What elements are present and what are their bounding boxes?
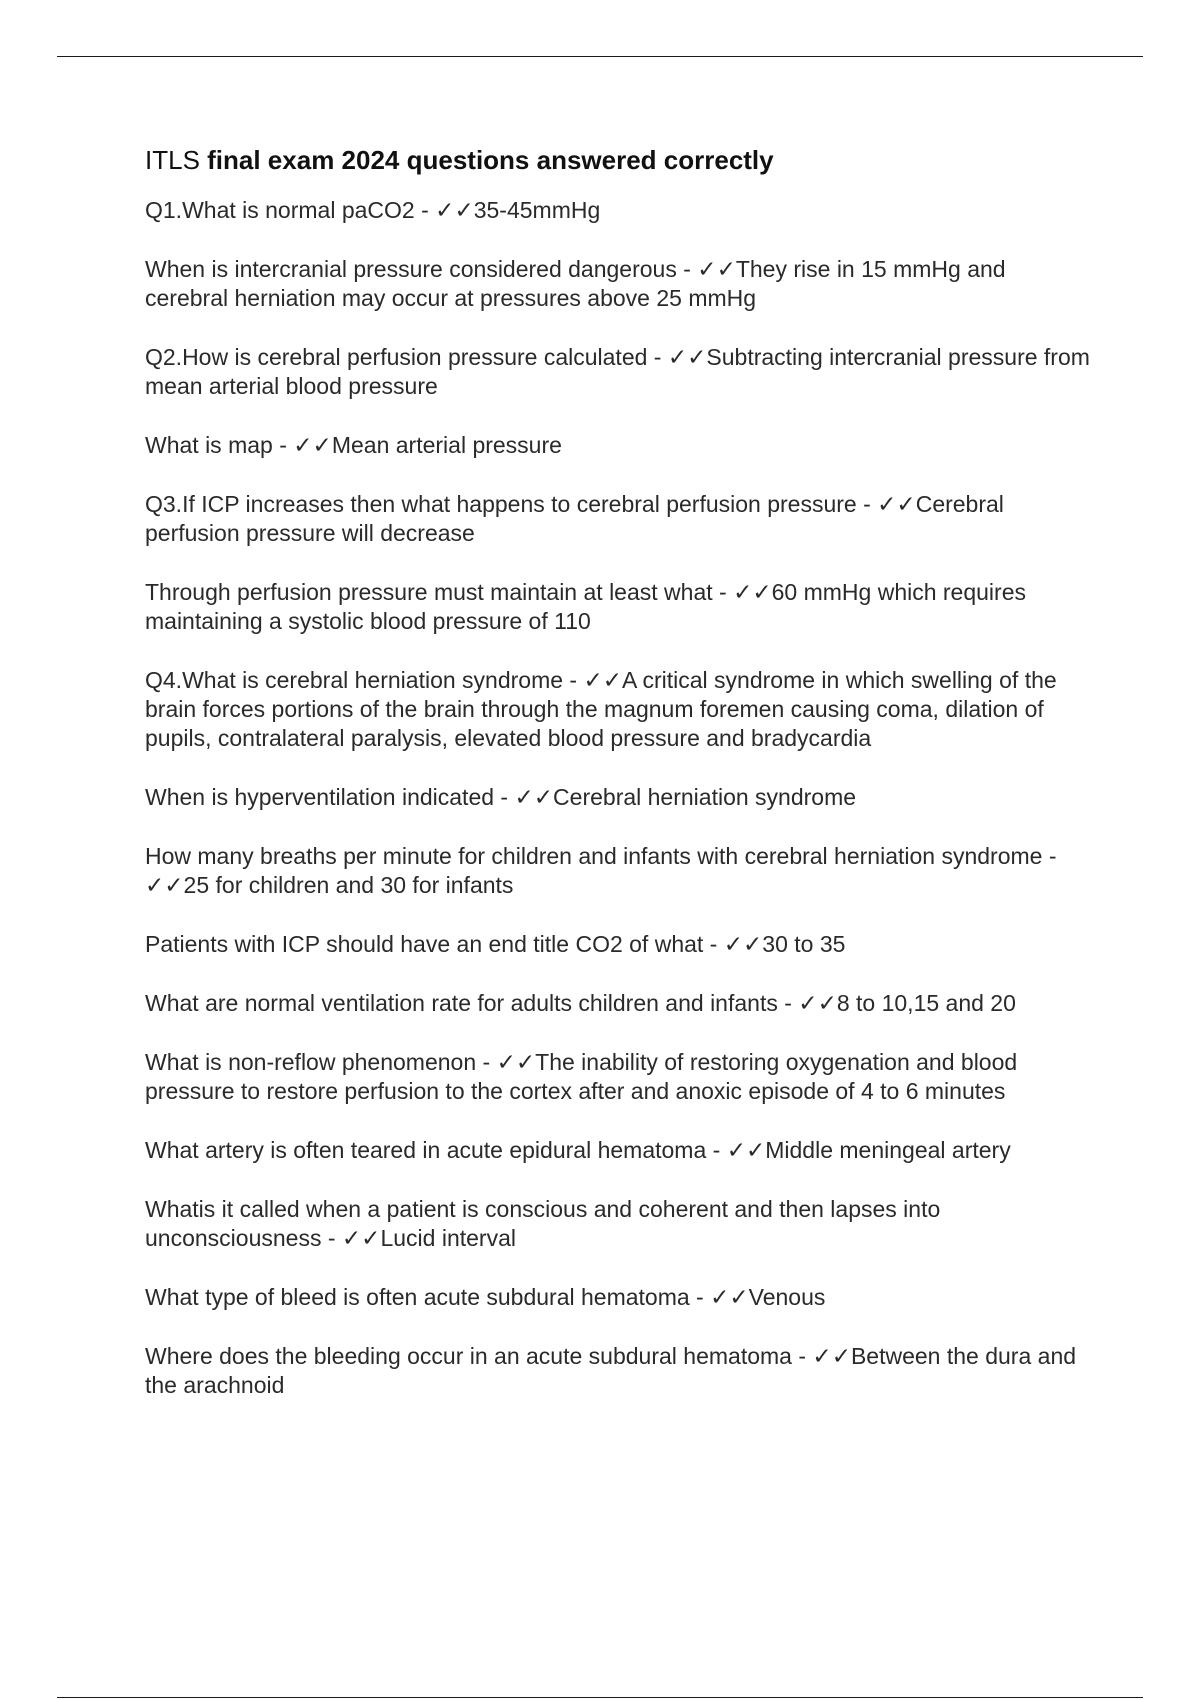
question-text: Q1.What is normal paCO2	[145, 197, 415, 223]
qa-item	[145, 930, 1095, 959]
answer-text: 8 to 10,15 and 20	[836, 990, 1016, 1016]
double-check-icon: ✓✓	[798, 990, 837, 1016]
separator: -	[676, 256, 698, 282]
qa-item	[145, 1136, 1095, 1165]
double-check-icon: ✓✓	[514, 784, 554, 810]
double-check-icon: ✓✓	[435, 197, 474, 223]
question-text: What is non-reflow phenomenon	[145, 1049, 477, 1075]
top-rule	[57, 56, 1143, 57]
answer-text: Middle meningeal artery	[765, 1137, 1011, 1163]
question-text: What artery is often teared in acute epidural hematoma	[145, 1137, 707, 1163]
answer-text: 25 for children and 30 for infants	[183, 872, 514, 898]
separator: -	[272, 432, 294, 458]
double-check-icon: ✓✓	[667, 344, 707, 370]
separator: -	[321, 1225, 342, 1251]
qa-item	[145, 255, 1095, 313]
question-text: Q3.If ICP increases then what happens to cerebral perfusion pressure	[145, 491, 857, 517]
separator: -	[563, 667, 584, 693]
answer-text: Venous	[748, 1284, 826, 1310]
qa-item	[145, 1048, 1095, 1106]
separator: -	[791, 1343, 813, 1369]
qa-item	[145, 196, 1095, 225]
answer-text: Lucid interval	[380, 1225, 516, 1251]
document-title	[145, 144, 1095, 176]
answer-text: The inability of restoring oxygenation and blood pressure to restore perfusion to the cortex after and anoxic episode of 4 to 6 minutes	[145, 1049, 1018, 1104]
double-check-icon: ✓✓	[733, 579, 772, 605]
question-text: When is hyperventilation indicated	[145, 784, 495, 810]
qa-item	[145, 666, 1095, 753]
qa-item	[145, 989, 1095, 1018]
separator: -	[689, 1284, 711, 1310]
bottom-rule	[57, 1697, 1143, 1698]
double-check-icon: ✓✓	[812, 1343, 851, 1369]
question-text: Patients with ICP should have an end title CO2 of what	[145, 931, 704, 957]
question-text: Q4.What is cerebral herniation syndrome	[145, 667, 564, 693]
double-check-icon: ✓✓	[723, 931, 763, 957]
question-text: When is intercranial pressure considered dangerous	[145, 256, 677, 282]
separator: -	[706, 1137, 727, 1163]
answer-text: They rise in 15 mmHg and cerebral herniation may occur at pressures above 25 mmHg	[145, 256, 1006, 311]
qa-item	[145, 1195, 1095, 1253]
question-text: Whatis it called when a patient is conscious and coherent and then lapses into unconsciousness	[145, 1196, 941, 1251]
question-text: Q2.How is cerebral perfusion pressure calculated	[145, 344, 648, 370]
answer-text: 60 mmHg which requires maintaining a systolic blood pressure of 110	[145, 579, 1026, 634]
title-prefix: ITLS	[145, 145, 208, 175]
question-text: Through perfusion pressure must maintain at least what	[145, 579, 713, 605]
double-check-icon: ✓✓	[697, 256, 736, 282]
answer-text: 30 to 35	[762, 931, 846, 957]
qa-list	[145, 196, 1095, 1400]
answer-text: Between the dura and the arachnoid	[145, 1343, 1077, 1398]
question-text: What is map	[145, 432, 273, 458]
double-check-icon: ✓✓	[726, 1137, 766, 1163]
answer-text: Mean arterial pressure	[331, 432, 562, 458]
separator: -	[856, 491, 878, 517]
answer-text: Cerebral herniation syndrome	[553, 784, 857, 810]
question-text: What type of bleed is often acute subdural hematoma	[145, 1284, 690, 1310]
question-text: What are normal ventilation rate for adults children and infants	[145, 990, 778, 1016]
separator: -	[414, 197, 436, 223]
qa-item	[145, 842, 1095, 900]
document-body	[145, 144, 1095, 1430]
qa-item	[145, 1283, 1095, 1312]
double-check-icon: ✓✓	[583, 667, 623, 693]
double-check-icon: ✓✓	[496, 1049, 536, 1075]
qa-item	[145, 343, 1095, 401]
question-text: Where does the bleeding occur in an acute subdural hematoma	[145, 1343, 792, 1369]
qa-item	[145, 490, 1095, 548]
separator: -	[476, 1049, 497, 1075]
qa-item	[145, 783, 1095, 812]
double-check-icon: ✓✓	[877, 491, 916, 517]
separator: -	[647, 344, 668, 370]
separator: -	[1042, 843, 1057, 869]
qa-item	[145, 431, 1095, 460]
separator: -	[494, 784, 515, 810]
answer-text: 35-45mmHg	[473, 197, 601, 223]
double-check-icon: ✓✓	[293, 432, 332, 458]
question-text: How many breaths per minute for children and infants with cerebral herniation syndrome	[145, 843, 1043, 869]
double-check-icon: ✓✓	[145, 872, 184, 898]
answer-text: Subtracting intercranial pressure from mean arterial blood pressure	[145, 344, 1090, 399]
title-main: final exam 2024 questions answered correctly	[207, 145, 774, 175]
separator: -	[712, 579, 734, 605]
double-check-icon: ✓✓	[341, 1225, 381, 1251]
qa-item	[145, 1342, 1095, 1400]
answer-text: A critical syndrome in which swelling of the brain forces portions of the brain through the magnum foremen causing coma, dilation of pupils, contralateral paralysis, elevated blood pressure and bradycardia	[145, 667, 1057, 751]
separator: -	[703, 931, 724, 957]
separator: -	[777, 990, 799, 1016]
double-check-icon: ✓✓	[710, 1284, 749, 1310]
answer-text: Cerebral perfusion pressure will decrease	[145, 491, 1004, 546]
qa-item	[145, 578, 1095, 636]
